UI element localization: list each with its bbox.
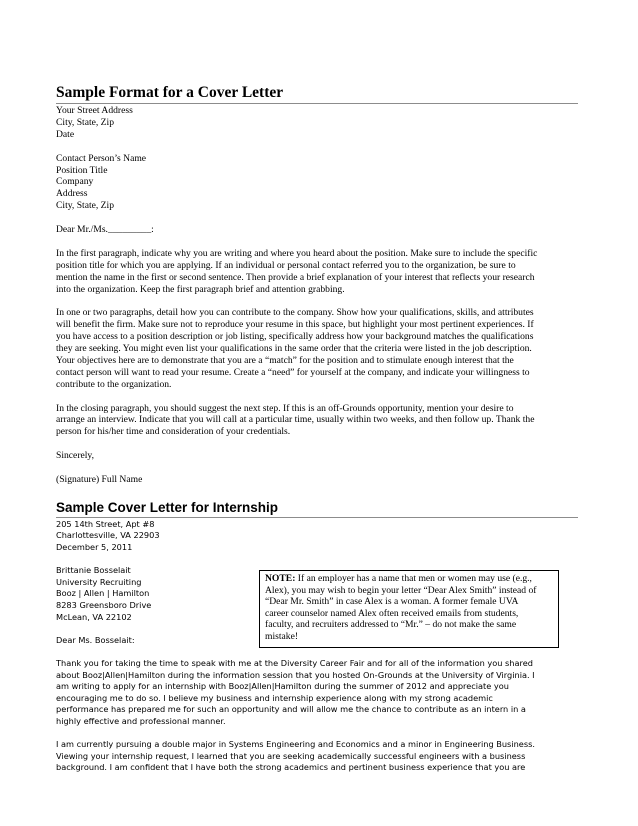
- contact-line: City, State, Zip: [56, 200, 115, 212]
- note-line: faculty, and recruiters addressed to “Mr.” – do not make the same: [265, 619, 517, 631]
- address-line: Charlottesville, VA 22903: [56, 530, 160, 541]
- note-line: Alex), you may wish to begin your letter “Dear Alex Smith” instead of: [265, 584, 537, 596]
- signature: (Signature) Full Name: [56, 473, 143, 485]
- cover-letter-format-title: Sample Format for a Cover Letter: [56, 84, 284, 101]
- note-box: [259, 570, 559, 648]
- paragraph-closing: [56, 403, 576, 439]
- paragraph-line: In one or two paragraphs, detail how you can contribute to the company. Show how your qualifications, skills, and attributes: [56, 307, 534, 319]
- paragraph-line: In the first paragraph, indicate why you are writing and where you heard about the position. Make sure to include the specific: [56, 247, 538, 259]
- contact-line: Address: [56, 188, 88, 200]
- salutation: Dear Mr./Ms._________:: [56, 224, 154, 236]
- paragraph-line: into the organization. Keep the first paragraph brief and attention grabbing.: [56, 283, 345, 295]
- paragraph-intro: [56, 248, 576, 296]
- contact-line: Contact Person’s Name: [56, 152, 147, 164]
- note-line: mistake!: [265, 630, 299, 642]
- paragraph-line: Thank you for taking the time to speak with me at the Diversity Career Fair and for all of the information you shared: [56, 658, 533, 669]
- address-line: Your Street Address: [56, 105, 133, 116]
- sender-address-block: [56, 105, 576, 486]
- recipient-line: Booz | Allen | Hamilton: [56, 588, 150, 599]
- paragraph-line: position title for which you are applying. If an individual or personal contact referred you to the organization, be sure to: [56, 259, 516, 271]
- date-line: December 5, 2011: [56, 542, 133, 553]
- paragraph-body: [56, 739, 576, 774]
- paragraph-line: contact person will want to read your resume. Create a “need” for yourself at the company, and indicate your willingness to: [56, 366, 530, 378]
- paragraph-line: highly effective and professional manner.: [56, 715, 226, 726]
- salutation: Dear Ms. Bosselait:: [56, 634, 135, 645]
- paragraph-line: performance has prepared me for such an opportunity and will allow me the chance to contribute as an intern in a: [56, 704, 526, 715]
- paragraph-line: they are seeking. You might even list your qualifications in the same order that the criteria were listed in the job description.: [56, 343, 532, 355]
- paragraph-line: you have access to a position description or job listing, specifically address how your background matches the qualifications: [56, 331, 534, 343]
- paragraph-line: about Booz|Allen|Hamilton during the information session that you hosted On-Grounds at the University of Virginia. I: [56, 669, 535, 680]
- address-line: City, State, Zip: [56, 116, 115, 128]
- paragraph-body: [56, 307, 576, 390]
- paragraph-line: Your objectives here are to demonstrate that you are a “match” for the position and to stimulate enough interest that the: [56, 354, 514, 366]
- paragraph-line: In the closing paragraph, you should suggest the next step. If this is an off-Grounds opportunity, mention your desire to: [56, 402, 514, 414]
- title-divider: [56, 517, 578, 518]
- paragraph-line: background. I am confident that I have both the strong academics and pertinent business experience that you are: [56, 762, 526, 773]
- document-page: [56, 84, 576, 774]
- closing: Sincerely,: [56, 450, 95, 462]
- paragraph-line: encouraging me to do so. I believe my business and internship experience along with my strong academic: [56, 692, 493, 703]
- paragraph-line: contribute to the organization.: [56, 378, 172, 390]
- paragraph-line: I am currently pursuing a double major in Systems Engineering and Economics and a minor in Engineering Business.: [56, 739, 535, 750]
- paragraph-line: person for his/her time and consideration of your credentials.: [56, 426, 291, 438]
- internship-letter-title: Sample Cover Letter for Internship: [56, 499, 279, 515]
- paragraph-line: mention the name in the first or second sentence. Then provide a brief explanation of your interest that reflects your research: [56, 271, 535, 283]
- title-divider: [56, 103, 578, 104]
- paragraph-line: arrange an interview. Indicate that you will call at a particular time, usually within two weeks, and then follow up. Thank the: [56, 414, 535, 426]
- recipient-line: 8283 Greensboro Drive: [56, 600, 152, 611]
- paragraph-line: Viewing your internship request, I learned that you are seeking academically successful engineers with a business: [56, 750, 526, 761]
- recipient-line: Brittanie Bosselait: [56, 565, 131, 576]
- recipient-line: McLean, VA 22102: [56, 611, 132, 622]
- paragraph-intro: [56, 658, 576, 728]
- note-text: If an employer has a name that men or women may use (e.g.,: [295, 573, 532, 584]
- recipient-line: University Recruiting: [56, 576, 142, 587]
- paragraph-line: am writing to apply for an internship with Booz|Allen|Hamilton during the summer of 2012 and appreciate you: [56, 681, 509, 692]
- paragraph-line: will benefit the firm. Make sure not to reproduce your resume in this space, but highlight your most pertinent experiences. If: [56, 319, 534, 331]
- address-line: 205 14th Street, Apt #8: [56, 518, 155, 529]
- contact-line: Company: [56, 176, 94, 188]
- note-line: “Dear Mr. Smith” in case Alex is a woman. A former female UVA: [265, 596, 519, 608]
- note-line: [265, 573, 553, 585]
- contact-line: Position Title: [56, 164, 108, 176]
- note-label: NOTE:: [265, 573, 296, 584]
- note-line: career counselor named Alex often received emails from students,: [265, 607, 519, 619]
- date-line: Date: [56, 128, 75, 140]
